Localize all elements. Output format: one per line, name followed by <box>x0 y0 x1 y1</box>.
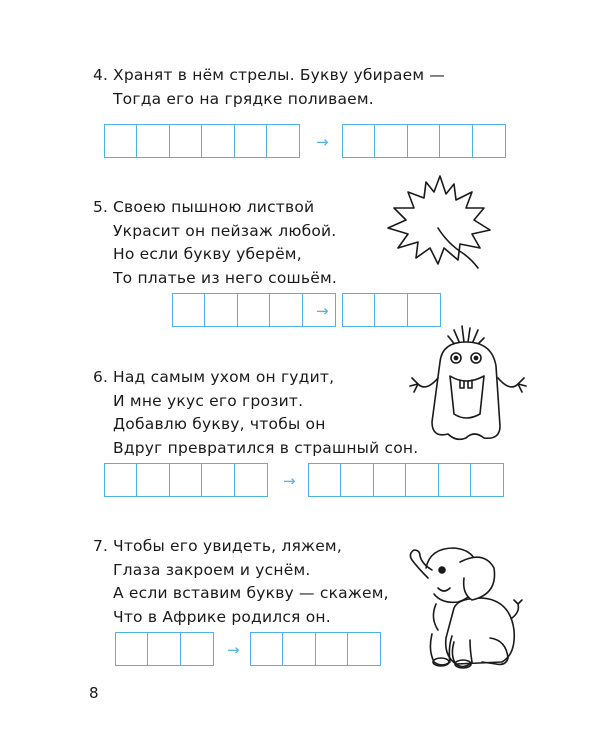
riddle-line: Своею пышною листвой <box>113 198 315 216</box>
letter-cell[interactable] <box>237 293 271 327</box>
riddle-7-text <box>93 535 389 629</box>
letter-cell[interactable] <box>104 463 138 497</box>
transform-arrow: → <box>227 641 240 659</box>
riddle-line: Над самым ухом он гудит, <box>113 368 335 386</box>
riddle-6-text <box>93 366 418 460</box>
monster-picture <box>404 322 534 450</box>
maple-leaf-picture <box>380 168 500 276</box>
riddle-6-answer-left[interactable] <box>104 463 268 497</box>
letter-cell[interactable] <box>340 463 374 497</box>
riddle-number: 7. <box>93 537 109 555</box>
riddle-line: Украсит он пейзаж любой. <box>113 221 337 240</box>
letter-cell[interactable] <box>250 632 284 666</box>
riddle-line: Но если букву уберём, <box>113 245 302 263</box>
letter-cell[interactable] <box>347 632 381 666</box>
riddle-line: Вдруг превратился в страшный сон. <box>113 438 419 457</box>
elephant-picture <box>398 538 532 674</box>
letter-cell[interactable] <box>201 463 235 497</box>
letter-cell[interactable] <box>115 632 149 666</box>
letter-cell[interactable] <box>308 463 342 497</box>
transform-arrow: → <box>316 302 329 320</box>
letter-cell[interactable] <box>136 463 170 497</box>
riddle-4-answer-left[interactable] <box>104 124 300 158</box>
letter-cell[interactable] <box>201 124 235 158</box>
riddle-line: То платье из него сошьём. <box>113 268 337 287</box>
riddle-line: Что в Африке родился он. <box>113 607 331 626</box>
letter-cell[interactable] <box>172 293 206 327</box>
letter-cell[interactable] <box>234 463 268 497</box>
transform-arrow: → <box>316 133 329 151</box>
riddle-line: Глаза закроем и уснём. <box>113 560 311 579</box>
letter-cell[interactable] <box>472 124 506 158</box>
letter-cell[interactable] <box>407 124 441 158</box>
letter-cell[interactable] <box>373 463 407 497</box>
riddle-number: 6. <box>93 368 109 386</box>
letter-cell[interactable] <box>147 632 181 666</box>
riddle-line: Чтобы его увидеть, ляжем, <box>113 537 342 555</box>
letter-cell[interactable] <box>180 632 214 666</box>
letter-cell[interactable] <box>439 124 473 158</box>
riddle-5-answer-left[interactable] <box>172 293 336 327</box>
riddle-number: 4. <box>93 66 109 84</box>
riddle-line: А если вставим букву — скажем, <box>113 584 389 602</box>
letter-cell[interactable] <box>169 124 203 158</box>
letter-cell[interactable] <box>282 632 316 666</box>
letter-cell[interactable] <box>136 124 170 158</box>
letter-cell[interactable] <box>342 124 376 158</box>
riddle-7-answer-right[interactable] <box>250 632 381 666</box>
transform-arrow: → <box>283 472 296 490</box>
riddle-line: Хранят в нём стрелы. Букву убираем — <box>113 66 446 84</box>
riddle-7-answer-left[interactable] <box>115 632 214 666</box>
letter-cell[interactable] <box>234 124 268 158</box>
riddle-number: 5. <box>93 198 109 216</box>
letter-cell[interactable] <box>405 463 439 497</box>
riddle-line: Добавлю букву, чтобы он <box>113 415 326 433</box>
riddle-line: И мне укус его грозит. <box>113 391 304 410</box>
riddle-line: Тогда его на грядке поливаем. <box>113 89 374 108</box>
riddle-4-answer-right[interactable] <box>342 124 506 158</box>
riddle-5-text <box>93 196 337 290</box>
letter-cell[interactable] <box>266 124 300 158</box>
riddle-6-answer-right[interactable] <box>308 463 504 497</box>
riddle-4-text <box>93 64 445 111</box>
letter-cell[interactable] <box>342 293 376 327</box>
letter-cell[interactable] <box>315 632 349 666</box>
letter-cell[interactable] <box>104 124 138 158</box>
letter-cell[interactable] <box>470 463 504 497</box>
letter-cell[interactable] <box>269 293 303 327</box>
letter-cell[interactable] <box>204 293 238 327</box>
letter-cell[interactable] <box>169 463 203 497</box>
page-number: 8 <box>89 684 99 702</box>
letter-cell[interactable] <box>374 124 408 158</box>
letter-cell[interactable] <box>438 463 472 497</box>
